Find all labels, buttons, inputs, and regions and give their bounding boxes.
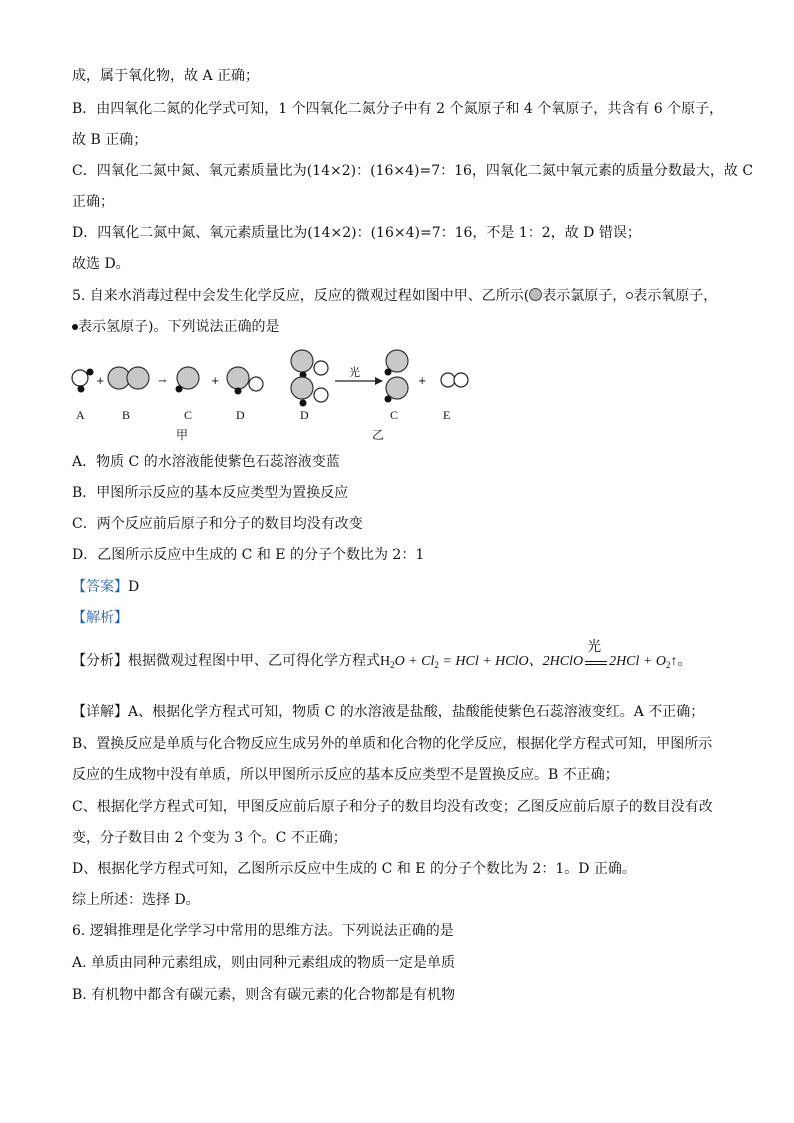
chemical-equation: $H_2O + Cl_2$ = HCl + HClO、2HClO 光 $2HCl + O_2↑$。 [380,639,692,670]
eq-light-arrow [583,639,609,669]
analysis-tag [72,609,128,627]
molecule-d-hclo [227,367,263,395]
detail-line: B、置换反应是单质与化合物反应生成另外的单质和化合物的化学反应，根据化学方程式可知，甲图所示 [72,736,713,752]
label-a: A [76,408,85,422]
eq-condition: 光 [587,639,602,655]
label-c: C [184,408,193,422]
fenxi-text: 根据微观过程图中甲、乙可得化学方程式 [128,653,380,669]
answer-tag: 【答案】 [72,579,128,595]
eq-part: O + Cl [394,654,435,669]
detail-line: D、根据化学方程式可知，乙图所示反应中生成的 C 和 E 的分子个数比为 2：1。D 正确。 [72,861,636,877]
q6-option-a: A. 单质由同种元素组成，则由同种元素组成的物质一定是单质 [72,955,456,971]
detail-line: 综上所述：选择 D。 [72,892,200,908]
question-6-stem: 6. 逻辑推理是化学学习中常用的思维方法。下列说法正确的是 [72,923,454,939]
label-c: C [390,408,399,422]
plus-sign: + [418,376,427,387]
eq-h: H [380,654,391,669]
molecular-reaction-diagram [60,340,500,440]
option-d: D．乙图所示反应中生成的 C 和 E 的分子个数比为 2：1 [72,547,425,563]
molecule-a-water [72,369,94,393]
option-a: A．物质 C 的水溶液能使紫色石蕊溶液变蓝 [72,454,340,470]
label-d: D [236,408,245,422]
analysis-label: 【解析】 [72,610,128,626]
text-line: 故选 D。 [72,256,130,272]
molecule-d-hclo-2 [291,377,328,407]
detail-line [72,703,704,721]
eq-end: ↑。 [670,654,692,669]
plus-sign: + [96,376,105,387]
arrow-head-icon [375,377,383,385]
group-label-jia: 甲 [176,428,189,442]
label-b: B [122,408,131,422]
q6-option-b: B. 有机物中都含有碳元素，则含有碳元素的化合物都是有机物 [72,987,456,1003]
molecule-c-hcl-1 [385,350,409,376]
molecule-d-hclo-1 [291,350,328,379]
plus-sign: → [158,376,167,387]
option-b: B．甲图所示反应的基本反应类型为置换反应 [72,485,349,501]
q5-text: 表示氯原子， [542,288,627,304]
text-line: C．四氧化二氮中氮、氧元素质量比为(14×2)：(16×4)=7：16，四氧化二氮中氧元素的质量分数最大，故 C [72,163,754,179]
label-d: D [300,408,309,422]
molecule-c-hcl-2 [385,377,409,403]
molecule-b-chlorine [108,367,149,389]
text-line: 故 B 正确； [72,132,148,148]
fenxi-line [72,639,692,674]
detail-text: A、根据化学方程式可知，物质 C 的水溶液是盐酸，盐酸能使紫色石蕊溶液变红。A 不正确； [128,704,705,720]
text-line: B．由四氧化二氮的化学式可知，1 个四氧化二氮分子中有 2 个氮原子和 4 个氧原子，共含有 6 个原子， [72,101,724,117]
question-5-stem [72,287,717,305]
group-label-yi: 乙 [372,428,385,442]
q5-text: 表示氢原子)。下列说法正确的是 [78,319,280,335]
molecule-e-oxygen [441,373,468,387]
q5-text: 表示氧原子， [633,288,718,304]
text-line: 正确； [72,194,114,210]
detail-tag: 【详解】 [72,704,128,720]
answer-value: D [128,579,140,595]
text-line: D．四氧化二氮中氮、氧元素质量比为(14×2)：(16×4)=7：16，不是 1：2，故 D 错误； [72,225,641,241]
plus-sign: + [211,376,220,387]
label-e: E [443,408,451,422]
eq-part: 2HCl + O [609,654,666,669]
eq-part: = HCl + HClO、2HClO [438,654,584,669]
chlorine-atom-icon [529,288,542,301]
answer-line [72,578,139,596]
option-c: C．两个反应前后原子和分子的数目均没有改变 [72,516,363,532]
question-5-stem-cont [72,318,279,336]
detail-line: C、根据化学方程式可知，甲图反应前后原子和分子的数目均没有改变；乙图反应前后原子的数目没有改 [72,799,713,815]
arrow-condition: 光 [349,366,360,379]
detail-line: 变，分子数目由 2 个变为 3 个。C 不正确； [72,830,347,846]
text-line: 成，属于氧化物，故 A 正确； [72,68,260,84]
detail-line: 反应的生成物中没有单质，所以甲图所示反应的基本反应类型不是置换反应。B 不正确； [72,767,619,783]
fenxi-tag: 【分析】 [72,653,128,669]
molecule-c-hcl [176,367,200,393]
q5-text: 5. 自来水消毒过程中会发生化学反应，反应的微观过程如图中甲、乙所示( [72,288,530,304]
